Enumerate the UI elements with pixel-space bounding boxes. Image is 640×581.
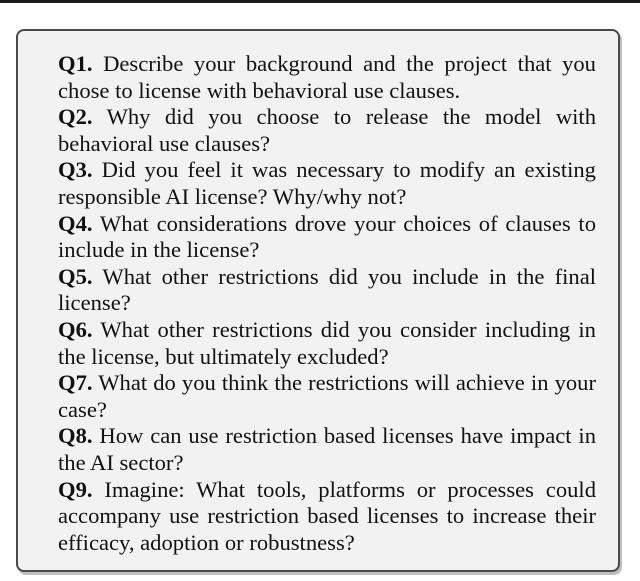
question-number: Q8. — [58, 423, 93, 449]
question-number: Q2. — [58, 104, 93, 130]
question-text: Describe your background and the project that you chose to license with behavioral use clauses. — [58, 51, 596, 103]
question-4 — [58, 211, 596, 264]
question-number: Q9. — [58, 476, 93, 502]
question-text: Imagine: What tools, platforms or processes could accompany use restriction based licenses to increase their efficacy, adoption or robustness? — [58, 476, 596, 555]
question-text: What do you think the restrictions will achieve in your case? — [58, 370, 596, 422]
question-text: How can use restriction based licenses have impact in the AI sector? — [58, 423, 597, 475]
question-1 — [58, 51, 596, 104]
question-number: Q6. — [58, 316, 93, 342]
question-number: Q4. — [58, 210, 93, 236]
interview-questions-box — [16, 29, 620, 572]
question-8 — [58, 423, 596, 476]
question-text: Did you feel it was necessary to modify an existing responsible AI license? Why/why not? — [58, 157, 596, 209]
question-text: Why did you choose to release the model with behavioral use clauses? — [58, 104, 596, 156]
top-rule — [0, 0, 640, 3]
question-number: Q3. — [58, 157, 93, 183]
question-number: Q1. — [58, 51, 93, 76]
question-6 — [58, 317, 596, 370]
question-7 — [58, 370, 596, 423]
question-text: What other restrictions did you include in the final license? — [58, 263, 596, 316]
question-5 — [58, 264, 596, 317]
question-number: Q7. — [58, 370, 93, 396]
question-text: What considerations drove your choices of clauses to include in the license? — [58, 210, 596, 263]
question-text: What other restrictions did you consider including in the license, but ultimately excluded? — [58, 316, 596, 369]
question-3 — [58, 157, 596, 210]
question-number: Q5. — [58, 263, 93, 289]
question-2 — [58, 104, 596, 157]
question-9 — [58, 477, 596, 557]
